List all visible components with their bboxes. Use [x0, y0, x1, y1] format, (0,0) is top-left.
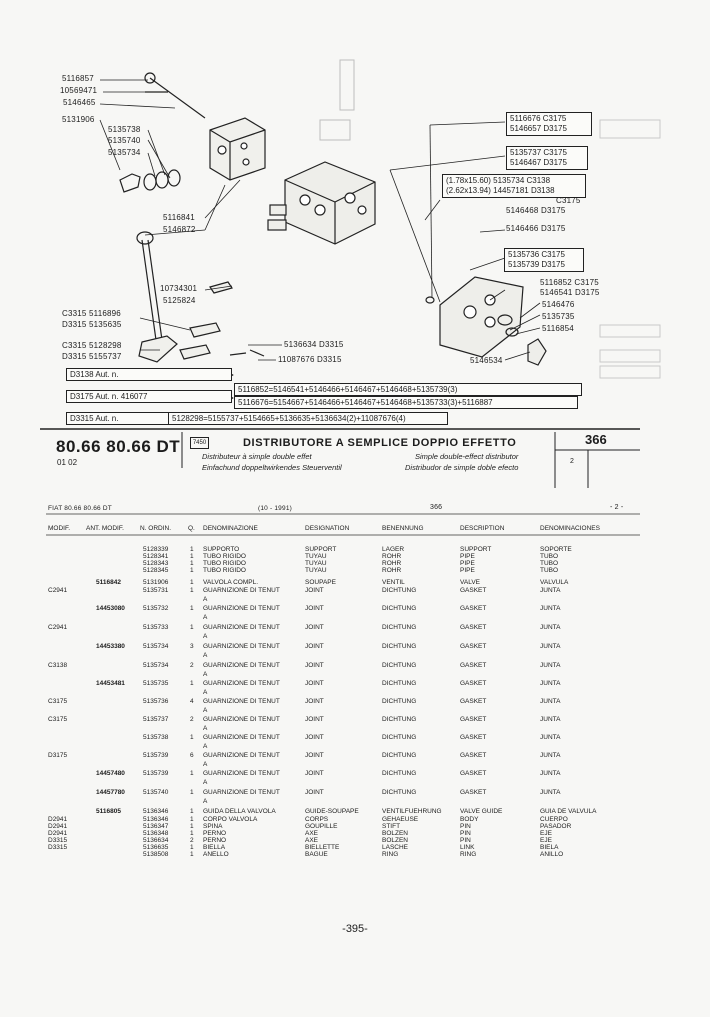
- cell-fr: SOUPAPE: [305, 579, 336, 586]
- cell-fr: JOINT: [305, 734, 324, 741]
- cell-de: DICHTUNG: [382, 752, 417, 759]
- cell-en: GASKET: [460, 698, 487, 705]
- callout-line: 5135737 C3175: [510, 148, 567, 157]
- label-d3315-5155737: D3315 5155737: [62, 352, 122, 361]
- label-5146534: 5146534: [470, 356, 503, 365]
- cell-num: 5135738: [143, 734, 169, 741]
- parts-row: [0, 698, 710, 714]
- parts-row: [0, 752, 710, 768]
- cell-es: JUNTA: [540, 662, 561, 669]
- cell-de: ROHR: [382, 567, 402, 574]
- cell-de: LASCHE: [382, 844, 409, 851]
- cell-num: 5135734: [143, 643, 169, 650]
- label-5146466-d3175: 5146466 D3175: [506, 224, 566, 233]
- label-5146541-d3175: 5146541 D3175: [540, 288, 600, 297]
- cell-continuation: A: [203, 743, 208, 750]
- cell-de: STIFT: [382, 823, 401, 830]
- list-section: 366: [430, 504, 443, 511]
- cell-q: 2: [190, 837, 194, 844]
- cell-fr: CORPS: [305, 816, 329, 823]
- section-title: DISTRIBUTORE A SEMPLICE DOPPIO EFFETTO: [243, 437, 517, 449]
- cell-q: 1: [190, 816, 194, 823]
- cell-mod: D3175: [48, 752, 68, 759]
- cell-es: JUNTA: [540, 789, 561, 796]
- cell-num: 5135739: [143, 770, 169, 777]
- cell-num: 5135731: [143, 587, 169, 594]
- cell-ant: 14457780: [96, 789, 125, 796]
- cell-it: SPINA: [203, 823, 223, 830]
- callout-line: 5146467 D3175: [510, 158, 567, 167]
- cell-es: JUNTA: [540, 624, 561, 631]
- label-5135740: 5135740: [108, 136, 141, 145]
- cell-mod: D2941: [48, 830, 68, 837]
- label-5116854: 5116854: [542, 324, 574, 333]
- parts-row: [0, 662, 710, 678]
- col-q: Q.: [188, 525, 195, 532]
- cell-es: GUIA DE VALVULA: [540, 808, 597, 815]
- label-5135734: 5135734: [108, 148, 141, 157]
- cell-it: CORPO VALVOLA: [203, 816, 258, 823]
- cell-q: 1: [190, 823, 194, 830]
- cell-de: ROHR: [382, 553, 402, 560]
- parts-row: [0, 734, 710, 750]
- cell-num: 5136346: [143, 816, 169, 823]
- cell-ant: 14453380: [96, 643, 125, 650]
- cell-q: 1: [190, 770, 194, 777]
- cell-en: GASKET: [460, 680, 487, 687]
- cell-mod: C3138: [48, 662, 68, 669]
- cell-ant: 14453481: [96, 680, 125, 687]
- col-modif: MODIF.: [48, 525, 71, 532]
- cell-num: 5128343: [143, 560, 169, 567]
- cell-num: 5135734: [143, 662, 169, 669]
- cell-de: BOLZEN: [382, 830, 409, 837]
- cell-fr: BAGUE: [305, 851, 328, 858]
- cell-en: VALVE: [460, 579, 480, 586]
- cell-q: 1: [190, 844, 194, 851]
- cell-en: PIPE: [460, 560, 475, 567]
- cell-en: PIPE: [460, 553, 475, 560]
- cell-num: 5136347: [143, 823, 169, 830]
- cell-en: RING: [460, 851, 477, 858]
- cell-it: GUARNIZIONE DI TENUT: [203, 680, 280, 687]
- title-de: Einfachund doppeltwirkendes Steuerventil: [202, 463, 342, 472]
- cell-mod: C2941: [48, 624, 68, 631]
- cell-fr: JOINT: [305, 698, 324, 705]
- cell-it: TUBO RIGIDO: [203, 567, 246, 574]
- label-11087676-d3315: 11087676 D3315: [278, 355, 342, 364]
- cell-mod: C2941: [48, 587, 68, 594]
- callout-line: 5135739 D3175: [508, 260, 565, 269]
- cell-it: TUBO RIGIDO: [203, 553, 246, 560]
- cell-fr: TUYAU: [305, 553, 327, 560]
- callout-box-5135736: [504, 248, 584, 272]
- cell-q: 6: [190, 752, 194, 759]
- label-c3315-5116896: C3315 5116896: [62, 309, 121, 318]
- cell-continuation: A: [203, 707, 208, 714]
- ghost-part: [320, 60, 354, 140]
- kit-text: 5116676=5154667+5146466+5146467+5146468+5135733(3)+5116887: [238, 398, 493, 407]
- cell-continuation: A: [203, 725, 208, 732]
- bleed-through-marks: [600, 120, 660, 378]
- cell-de: ROHR: [382, 560, 402, 567]
- cell-num: 5136346: [143, 808, 169, 815]
- parts-row: [0, 770, 710, 786]
- cell-de: DICHTUNG: [382, 770, 417, 777]
- cell-mod: D3315: [48, 837, 68, 844]
- cell-q: 1: [190, 587, 194, 594]
- cell-en: GASKET: [460, 752, 487, 759]
- cell-de: DICHTUNG: [382, 680, 417, 687]
- cell-es: JUNTA: [540, 643, 561, 650]
- cell-it: GUARNIZIONE DI TENUT: [203, 716, 280, 723]
- cell-mod: D3315: [48, 844, 68, 851]
- callout-line: (1.78x15.60) 5135734 C3138: [446, 176, 551, 185]
- cell-it: ANELLO: [203, 851, 229, 858]
- cell-q: 3: [190, 643, 194, 650]
- label-10734301: 10734301: [160, 284, 198, 293]
- cell-num: 5135737: [143, 716, 169, 723]
- parts-row: [0, 643, 710, 659]
- parts-row: [0, 567, 710, 576]
- cell-en: GASKET: [460, 605, 487, 612]
- kit-5116676: [234, 396, 578, 409]
- cell-q: 2: [190, 662, 194, 669]
- cell-es: VALVULA: [540, 579, 569, 586]
- cell-num: 5138508: [143, 851, 169, 858]
- cell-es: EJE: [540, 830, 552, 837]
- col-benennung: BENENNUNG: [382, 525, 424, 532]
- cell-es: JUNTA: [540, 734, 561, 741]
- label-5131906: 5131906: [62, 115, 95, 124]
- section-subpage: 2: [570, 458, 574, 465]
- kit-5128298: [168, 412, 448, 425]
- cell-continuation: A: [203, 779, 208, 786]
- label-10569471: 10569471: [60, 86, 98, 95]
- cell-es: TUBO: [540, 553, 559, 560]
- cell-es: JUNTA: [540, 752, 561, 759]
- cell-ant: 14453080: [96, 605, 125, 612]
- parts-row: [0, 789, 710, 805]
- label-5116857: 5116857: [62, 74, 94, 83]
- label-5146476: 5146476: [542, 300, 575, 309]
- model-title: 80.66 80.66 DT: [56, 437, 181, 456]
- parts-row: [0, 680, 710, 696]
- cell-q: 1: [190, 734, 194, 741]
- cell-de: DICHTUNG: [382, 605, 417, 612]
- col-denominaciones: DENOMINACIONES: [540, 525, 600, 532]
- cell-es: JUNTA: [540, 698, 561, 705]
- cell-continuation: A: [203, 596, 208, 603]
- cell-q: 1: [190, 789, 194, 796]
- distributor-body: [268, 162, 375, 244]
- label-5116852-c3175: 5116852 C3175: [540, 278, 599, 287]
- cell-q: 2: [190, 716, 194, 723]
- cell-q: 1: [190, 851, 194, 858]
- cell-num: 5135732: [143, 605, 169, 612]
- callout-line: 5135736 C3175: [508, 250, 565, 259]
- cell-es: JUNTA: [540, 680, 561, 687]
- cell-continuation: A: [203, 761, 208, 768]
- cell-num: 5131906: [143, 579, 169, 586]
- cell-q: 1: [190, 605, 194, 612]
- aut-box-d3175: [66, 390, 232, 403]
- cell-continuation: A: [203, 798, 208, 805]
- parts-row: [0, 587, 710, 603]
- col-n-ordin: N. ORDIN.: [140, 525, 172, 532]
- section-code: 7450: [190, 437, 209, 449]
- cell-en: GASKET: [460, 789, 487, 796]
- parts-row: [0, 624, 710, 640]
- title-es: Distribudor de simple doble efecto: [405, 463, 519, 472]
- cell-num: 5128341: [143, 553, 169, 560]
- cell-en: LINK: [460, 844, 475, 851]
- cell-num: 5128345: [143, 567, 169, 574]
- cell-fr: BIELLETTE: [305, 844, 340, 851]
- cell-es: JUNTA: [540, 716, 561, 723]
- cell-it: GUARNIZIONE DI TENUT: [203, 752, 280, 759]
- cell-continuation: A: [203, 671, 208, 678]
- callout-line: 5146657 D3175: [510, 124, 567, 133]
- cell-de: DICHTUNG: [382, 698, 417, 705]
- title-fr: Distributeur à simple double effet: [202, 452, 312, 461]
- callout-line: 5116676 C3175: [510, 114, 567, 123]
- label-c3315-5128298: C3315 5128298: [62, 341, 122, 350]
- cell-ant: 14457480: [96, 770, 125, 777]
- cell-de: DICHTUNG: [382, 734, 417, 741]
- kit-text: 5116852=5146541+5146466+5146467+5146468+5135739(3): [238, 385, 458, 394]
- kit-text: 5128298=5155737+5154665+5136635+5136634(2)+11087676(4): [172, 414, 406, 423]
- cell-es: JUNTA: [540, 587, 561, 594]
- cell-fr: JOINT: [305, 624, 324, 631]
- label-5146465: 5146465: [63, 98, 96, 107]
- cell-de: VENTILFUEHRUNG: [382, 808, 442, 815]
- cell-en: GASKET: [460, 624, 487, 631]
- cell-q: 4: [190, 698, 194, 705]
- kit-5116852: [234, 383, 582, 396]
- parts-row: [0, 716, 710, 732]
- col-description: DESCRIPTION: [460, 525, 505, 532]
- cell-it: GUARNIZIONE DI TENUT: [203, 770, 280, 777]
- cell-continuation: A: [203, 614, 208, 621]
- cell-num: 5135733: [143, 624, 169, 631]
- cell-fr: AXE: [305, 837, 319, 844]
- list-model: FIAT 80.66 80.66 DT: [48, 505, 112, 512]
- cell-num: 5136635: [143, 844, 169, 851]
- small-valve-block: [210, 118, 265, 180]
- cell-ant: 5116805: [96, 808, 121, 815]
- cell-num: 5128339: [143, 546, 169, 553]
- cell-en: SUPPORT: [460, 546, 492, 553]
- label-5146872: 5146872: [163, 225, 196, 234]
- cell-mod: D2941: [48, 823, 68, 830]
- cell-de: DICHTUNG: [382, 662, 417, 669]
- cell-fr: SUPPORT: [305, 546, 337, 553]
- cell-en: GASKET: [460, 643, 487, 650]
- callout-line: (2.62x13.94) 14457181 D3138: [446, 186, 555, 195]
- label-5135738: 5135738: [108, 125, 141, 134]
- cell-es: PASADOR: [540, 823, 572, 830]
- cell-fr: JOINT: [305, 643, 324, 650]
- cell-num: 5135736: [143, 698, 169, 705]
- cell-q: 1: [190, 680, 194, 687]
- cell-fr: TUYAU: [305, 560, 327, 567]
- parts-row: [0, 605, 710, 621]
- cell-fr: TUYAU: [305, 567, 327, 574]
- aut-label: D3315 Aut. n.: [70, 414, 119, 423]
- callout-box-5135734: [442, 174, 586, 198]
- cell-mod: D2941: [48, 816, 68, 823]
- cell-es: JUNTA: [540, 770, 561, 777]
- callout-c3175: C3175: [556, 196, 581, 205]
- cell-en: VALVE GUIDE: [460, 808, 503, 815]
- cell-it: GUARNIZIONE DI TENUT: [203, 698, 280, 705]
- cell-it: TUBO RIGIDO: [203, 560, 246, 567]
- parts-row: [0, 851, 710, 860]
- cell-q: 1: [190, 553, 194, 560]
- cell-en: BODY: [460, 816, 479, 823]
- label-d3315-5135635: D3315 5135635: [62, 320, 122, 329]
- cell-it: GUARNIZIONE DI TENUT: [203, 605, 280, 612]
- cell-it: GUARNIZIONE DI TENUT: [203, 587, 280, 594]
- cell-es: TUBO: [540, 560, 559, 567]
- cell-it: PERNO: [203, 837, 227, 844]
- cell-q: 1: [190, 567, 194, 574]
- cell-en: PIPE: [460, 567, 475, 574]
- cell-de: DICHTUNG: [382, 716, 417, 723]
- cell-en: PIN: [460, 823, 471, 830]
- cell-es: BIELA: [540, 844, 559, 851]
- model-subcode: 01 02: [57, 458, 78, 467]
- cell-q: 1: [190, 624, 194, 631]
- aut-label: D3138 Aut. n.: [70, 370, 119, 379]
- aut-box-d3315: [66, 412, 170, 425]
- cell-it: GUARNIZIONE DI TENUT: [203, 734, 280, 741]
- cell-q: 1: [190, 560, 194, 567]
- cell-continuation: A: [203, 652, 208, 659]
- cell-num: 5135739: [143, 752, 169, 759]
- label-5125824: 5125824: [163, 296, 196, 305]
- label-5135735: 5135735: [542, 312, 575, 321]
- cell-es: ANILLO: [540, 851, 564, 858]
- cell-continuation: A: [203, 633, 208, 640]
- control-rod-linkage: [137, 232, 264, 362]
- cell-de: LAGER: [382, 546, 405, 553]
- cell-es: JUNTA: [540, 605, 561, 612]
- cell-de: VENTIL: [382, 579, 405, 586]
- col-designation: DESIGNATION: [305, 525, 350, 532]
- exploded-diagram: [0, 0, 710, 430]
- cell-continuation: A: [203, 689, 208, 696]
- cell-fr: JOINT: [305, 587, 324, 594]
- aut-box-d3138: [66, 368, 232, 381]
- cell-it: GUARNIZIONE DI TENUT: [203, 624, 280, 631]
- cell-q: 1: [190, 830, 194, 837]
- list-date: (10 - 1991): [258, 505, 292, 512]
- cell-it: GUARNIZIONE DI TENUT: [203, 643, 280, 650]
- cell-es: CUERPO: [540, 816, 568, 823]
- cell-de: GEHAEUSE: [382, 816, 419, 823]
- cell-it: GUARNIZIONE DI TENUT: [203, 662, 280, 669]
- callout-box-5116676: [506, 112, 592, 136]
- cell-en: GASKET: [460, 770, 487, 777]
- cell-it: BIELLA: [203, 844, 226, 851]
- callout-box-5135737: [506, 146, 588, 170]
- cell-de: BOLZEN: [382, 837, 409, 844]
- cell-mod: C3175: [48, 716, 68, 723]
- cell-fr: GUIDE-SOUPAPE: [305, 808, 359, 815]
- cell-es: SOPORTE: [540, 546, 572, 553]
- cell-num: 5135735: [143, 680, 169, 687]
- cell-en: PIN: [460, 830, 471, 837]
- cell-de: DICHTUNG: [382, 624, 417, 631]
- cell-it: SUPPORTO: [203, 546, 240, 553]
- cell-fr: JOINT: [305, 789, 324, 796]
- cell-fr: AXE: [305, 830, 319, 837]
- cell-fr: JOINT: [305, 716, 324, 723]
- label-5116841: 5116841: [163, 213, 195, 222]
- cell-it: VALVOLA COMPL.: [203, 579, 259, 586]
- cell-mod: C3175: [48, 698, 68, 705]
- cell-de: DICHTUNG: [382, 789, 417, 796]
- cell-en: GASKET: [460, 587, 487, 594]
- cell-fr: JOINT: [305, 605, 324, 612]
- col-denominazione: DENOMINAZIONE: [203, 525, 258, 532]
- aut-label: D3175 Aut. n. 416077: [70, 392, 148, 401]
- cell-fr: JOINT: [305, 680, 324, 687]
- cell-num: 5136634: [143, 837, 169, 844]
- cell-de: DICHTUNG: [382, 643, 417, 650]
- cell-fr: JOINT: [305, 662, 324, 669]
- cell-q: 1: [190, 579, 194, 586]
- cell-fr: JOINT: [305, 770, 324, 777]
- cell-en: GASKET: [460, 662, 487, 669]
- cell-q: 1: [190, 808, 194, 815]
- label-5136634-d3315: 5136634 D3315: [284, 340, 344, 349]
- cell-ant: 5116842: [96, 579, 121, 586]
- cell-fr: JOINT: [305, 752, 324, 759]
- cell-it: PERNO: [203, 830, 227, 837]
- cell-es: TUBO: [540, 567, 559, 574]
- cell-en: GASKET: [460, 716, 487, 723]
- callout-5146468: 5146468 D3175: [506, 206, 566, 215]
- cell-num: 5136348: [143, 830, 169, 837]
- list-part: - 2 -: [610, 504, 624, 511]
- cell-it: GUARNIZIONE DI TENUT: [203, 789, 280, 796]
- col-ant-modif: ANT. MODIF.: [86, 525, 124, 532]
- page-number: -395-: [342, 923, 368, 935]
- cell-es: EJE: [540, 837, 552, 844]
- cell-en: GASKET: [460, 734, 487, 741]
- cell-de: DICHTUNG: [382, 587, 417, 594]
- cell-en: PIN: [460, 837, 471, 844]
- section-number: 366: [585, 432, 607, 447]
- cell-it: GUIDA DELLA VALVOLA: [203, 808, 276, 815]
- cell-fr: GOUPILLE: [305, 823, 338, 830]
- cell-num: 5135740: [143, 789, 169, 796]
- title-en: Simple double-effect distributor: [415, 452, 519, 461]
- cell-de: RING: [382, 851, 399, 858]
- cell-q: 1: [190, 546, 194, 553]
